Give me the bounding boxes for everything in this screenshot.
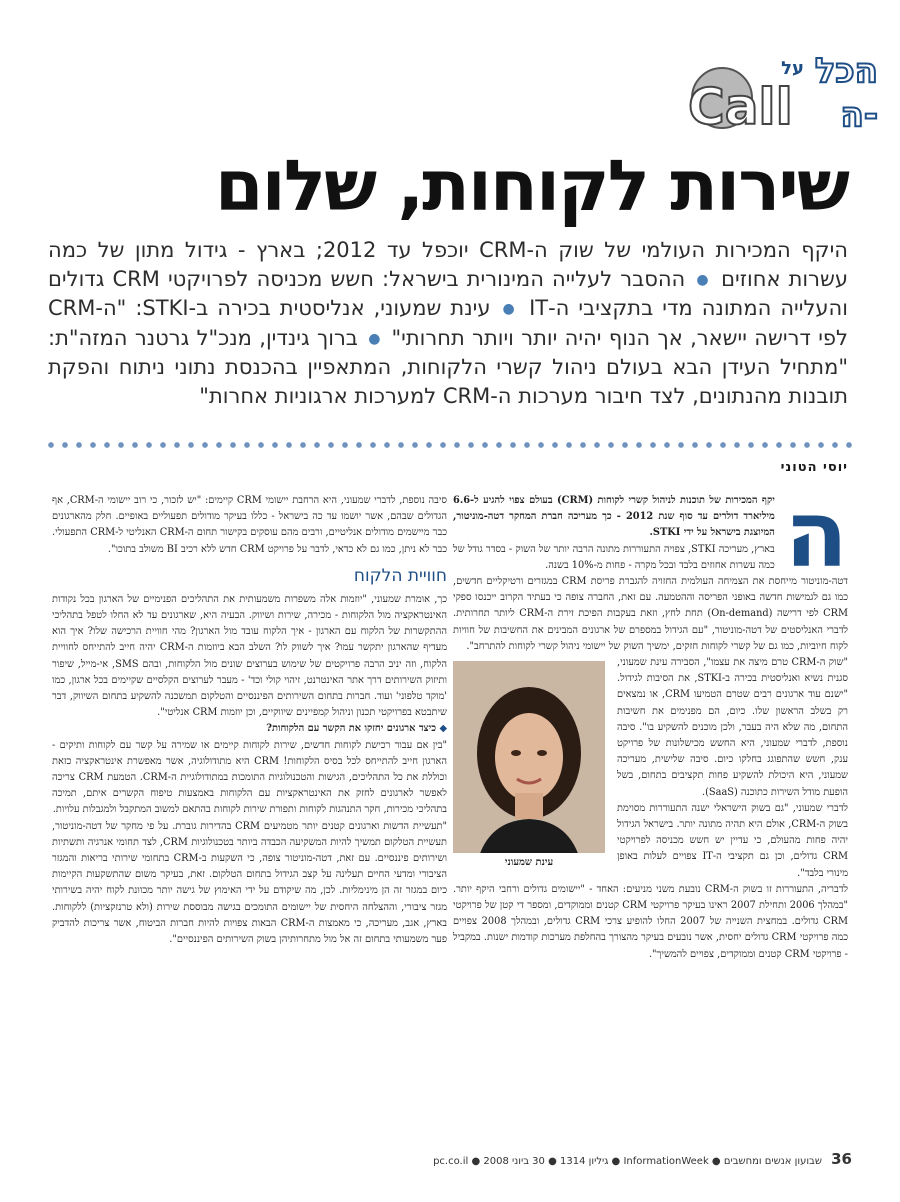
article-column-right [453, 481, 849, 963]
lead-paragraph [48, 236, 848, 410]
portrait-photo [453, 661, 605, 873]
diamond-bullet-icon: ◆ [439, 723, 447, 735]
article-column-left [52, 493, 447, 948]
dotted-divider [44, 441, 856, 449]
intro-paragraph: יקף המכירות של תוכנות לניהול קשרי לקוחות (CRM) בעולם צפוי להגיע ל-6.6 מיליארד דולרים עד סוף שנת 2012 - כך מעריכה חברת המחקר דטה-מוניטור, המיוצגת בישראל על ידי STKI. [453, 495, 775, 539]
body-paragraph: "בין אם עבור רכישת לקוחות חדשים, שירות לקוחות קיימים או שמירה על קשר עם לקוחות ותיקים - הארגון חייב להתייחס לכל בסיס הלקוחות! CRM היא מתודולוגיה, אשר מאפשרת אינטראקציה כזאת וכוללת את כל התהליכים, הגישות והטכנולוגיות התומכות במתודולוגיית ה-CRM. הטמעת CRM צריכה לאפשר לארגונים לחזק את האינטראקציות עם הלקוחות באמצעות טיפוח הקשרים איתם, תמיכה בתהליכי מכירות, חקר התנהגות לקוחות ותפורת שירות לקוחות בהתאם למשוב המתקבל ולמגבלות עלויות. [52, 739, 447, 816]
photo-caption: עינת שמעוני [453, 853, 605, 873]
bullet-icon: ● [368, 330, 382, 347]
logo-main-text: Call [688, 78, 793, 132]
logo-top-text: הכל [814, 52, 878, 91]
section-logo [682, 52, 882, 132]
bullet-icon: ● [696, 271, 711, 288]
question-heading-text: כיצד ארגונים יחזקו את הקשר עם הלקוחות? [266, 723, 437, 735]
body-paragraph: לדבריה, התעוררות זו בשוק ה-CRM נובעת משני מניעים: האחד - "יישומים גדולים ורחבי היקף יותר. "במהלך 2006 ותחילת 2007 ראינו בעיקר פרויקטי CRM קטנים וממוקדים, ומספר די קטן של פרויקטי CRM גדולים. במחצית השנייה של 2007 החלו להופיע צרכי CRM גדולים, ובמהלך 2008 צפויים כמה פרויקטי CRM גדולים יחסית, אשר נובעים בעיקר מהצורך בהחלפת מערכות קודמות ישנות. במקביל - פרויקטי CRM קטנים וממוקדים, צפויים להמשיך". [453, 883, 848, 960]
logo-suffix: ה- [840, 95, 878, 132]
drop-cap: ה [784, 481, 848, 588]
author-byline: יוסי הטוני [780, 460, 848, 475]
body-paragraph: לדברי שמעוני, "גם בשוק הישראלי ישנה התעוררות מסוימת בשוק ה-CRM, אולם היא תהיה מתונה יותר. בישראל הגידול יהיה פחות מהעולם, כי עדיין יש חשש מכניסה לפרויקטי CRM גדולים, וכן גם תקציבי ה-IT צפויים לעלות באופן מינורי בלבד". [617, 802, 849, 879]
body-paragraph: דטה-מוניטור מייחסת את הצמיחה העולמית החזויה להגברת פריסת CRM במגזרים ורטיקליים חדשים, כמו גם לגמישות חדשה באופני הפריסה וההטמעה. עם זאת, החברה צופה כי בעתיד הקרוב ייכנסו ספקי CRM לפי דרישה (On-demand) תחת לחץ, וזאת בעקבות הפיכת זירת ה-CRM ליותר תחרותית. לדברי האנליסטים של דטה-מוניטור, "עם הגידול במספרם של ארגונים המבינים את החשיבות של חוויות לקוח חיוביות, כמו גם של קשרי לקוחות חזקים, ימשיך השוק של יישומי ניהול קשרי לקוחות להתרחב". [453, 576, 849, 652]
lead-item: היקף המכירות העולמי של שוק ה-CRM יוכפל עד 2012; בארץ - גידול מתון של כמה עשרות אחוזים [48, 238, 848, 291]
body-paragraph: סיבה נוספת, לדברי שמעוני, היא הרחבת יישומי CRM קיימים: "יש לזכור, כי רוב יישומי ה-CRM, אף הגדולים שבהם, אשר יושמו עד כה בישראל - כללו בעיקר מודולים תפעוליים באופיים. חלק מהארגונים כבר מיישמים מודולים אנליטיים, ורבים מהם עוסקים בקישור תחום ה-CRM האנליטי ל-CRM התפעולי. כבר לא ניתן, כמו גם לא כדאי, לדבר על פרויקט CRM חדש ללא רכיב BI משולב בתוכו". [52, 495, 447, 555]
lead-item: ההסבר לעלייה המינורית בישראל: חשש מכניסה לפרויקטי CRM גדולים והעלייה המתונה מדי בתקציבי ה-IT [48, 266, 848, 320]
body-paragraph: "שוק ה-CRM טרם מיצה את עצמו", הסבירה עינת שמעוני, סגנית נשיא ואנליסטית בכירה ב-STKI, את הסיבות לגידול. "ישנם עוד ארגונים רבים שטרם הטמיעו CRM, או נמצאים רק בשלב הראשון שלו. כיום, הם מפנימים את חשיבות התחום, מה שלא היה בעבר, ולכן מוכנים להשקיע בו". סיבה נוספת, לדברי שמעוני, היא החשש מכישלונות של פרויקט ענק, חשש שהתפוגג בחלקו כיום. סיבה שלישית, מעריכה שמעוני, היא היכולת להשקיע פחות תקציבים בתחום, בשל הופעת מודל השירות כתוכנה (SaaS). [617, 657, 848, 798]
question-heading [52, 721, 447, 737]
logo-small-text: על [781, 58, 804, 79]
lead-item: עינת שמעוני, אנליסטית בכירה ב-STKI: "ה-CRM לפי דרישה יישאר, אך הנוף יהיה יותר ויותר תחרותי" [48, 296, 848, 350]
body-paragraph: "תעשיית הדשות וארגונים קטנים יותר מטמיעים CRM בהדירות גוברת. על פי מחקר של דטה-מוניטור, תעשיית הטלקום תמשיך להיות המשקיעה הכבדה ביותר בטכנולוגיות CRM, לצד תחומי אנרגיה ותשתיות ושירותים פיננסיים. עם זאת, דטה-מוניטור צופה, כי השקעות ב-CRM בתחומי שירותי בריאות והמגזר הציבורי ומדעי החיים תעלינה על קצב הגידול בתחום הטלקום. זאת, בעיקר משום שהתשקעות הקיימות כיום במגזר זה הן מינימליות. לכן, מה שיקודם על ידי האימוץ של גישה יותר מכוונת לקוח יהיה בשירותי מגזר ציבורי, וההצלחה היחסית של יישומים התומכים בגישה מבוססת שירות (ולא טרנזקציות) ללקוחות. בארץ, אגב, מעריכה, כי מאמצות ה-CRM הבאות צפויות להיות חברות הביטוח, אשר צריכות להדביק פער משמעותי בתחום זה אל מול מתחרותיהן בשוק השירותים הפיננסיים". [52, 820, 447, 946]
body-paragraph: בארץ, מעריכה STKI, צפויה התעוררות מתונה הרבה יותר של השוק - בסדר גודל של כמה עשרות אחוזים בלבד ובכל מקרה - פחות מ-10% בשנה. [453, 543, 775, 571]
bullet-icon: ● [502, 301, 518, 317]
page-footer [52, 1150, 852, 1168]
headline: שירות לקוחות, שלום [214, 145, 848, 227]
section-subheading: חוויית הלקוח [353, 565, 447, 586]
page-number: 36 [831, 1150, 852, 1168]
lead-item: ברוך גינדין, מנכ"ל גרטנר המזה"ת: "מתחיל העידן הבא בעולם ניהול קשרי הלקוחות, המתאפיין בהכנסת נתוני ניתוח והפקת תובנות מהנתונים, לצד חיבור מערכות ה-CRM למערכות ארגוניות אחרות" [48, 325, 848, 408]
body-paragraph: כך, אומרת שמעוני, "יוזמות אלה משפרות משמעותית את התהליכים הפנימיים של הארגון בכל נקודות האינטראקציה מול הלקוחות - מכירה, שירות ושיווק. הבעיה היא, שארגונים עד לא החלו לטפל בתהליכי ההתקשרות של הלקוח עם הארגון - איך הלקוח עובד מול הארגון? מהי חוויית הרכישה שלו? איך הוא מעדיף שהארגון יתקשר עמו? איך לשווק לו? השלב הבא ביוזמות ה-CRM יהיה חייב להתייחס לחוויית הלקוח, וזה יניב הרבה פרויקטים של שימוש בערוצים שונים מול הלקוחות, ובהם SMS, אי-מייל, שיפור ותיזוק השירותים דרך אתר האינטרנט, זיהוי קולי וכד' - מעבר לערוצים הקלסיים שקיימים בכל ארגון, כמו 'מוקד טלפוני' ועוד. חברות בתחום השירותים הפיננסיים והטלקום תמשכנה להשקיע בתחום השיווק, דבר שיתבטא בפרויקטי תכנון וניהול קמפיינים שיווקיים, וכן יוזמות CRM אנליטי". [52, 593, 448, 719]
footer-text: שבועון אנשים ומחשבים ● InformationWeek ● גיליון 1314 ● 30 ביוני 2008 ● pc.co.il [433, 1156, 822, 1167]
